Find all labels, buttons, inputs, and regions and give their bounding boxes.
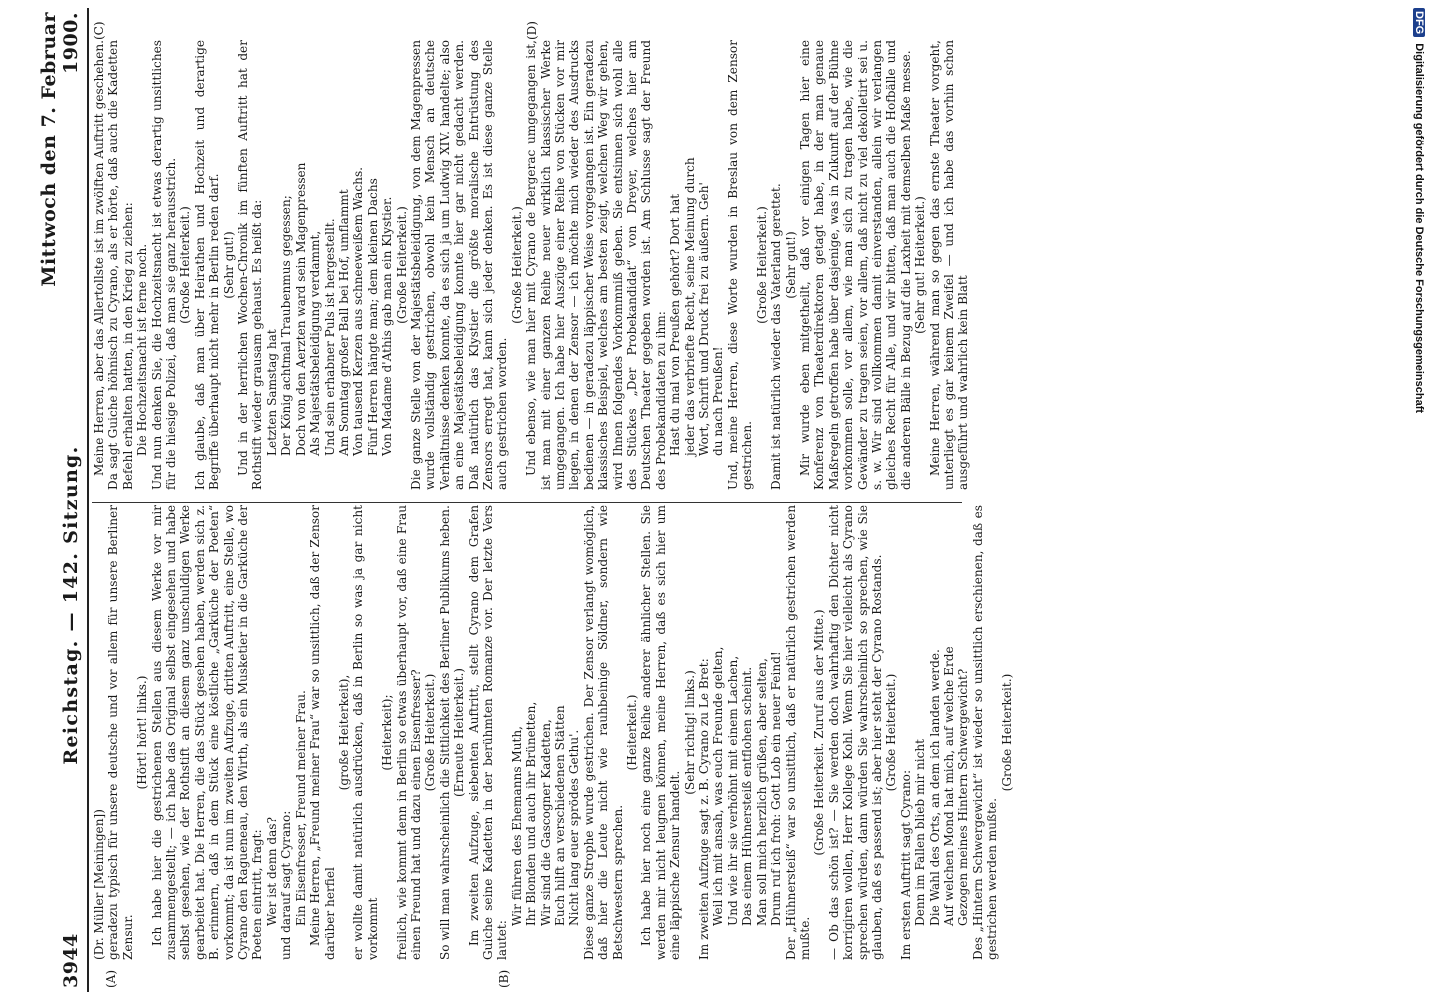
paragraph: Meine Herren, aber das Allertollste ist im zwölften Auftritt geschehen. Da sagt Guiche höhnisch zu Cyrano, als er hörte, daß auch die Kadetten Befehl erhalten hatten, in den Krieg zu ziehen:: [92, 40, 135, 490]
interjection: (Große Heiterkeit.): [884, 673, 899, 792]
quoted-verse-line: Als Majestätsbeleidigung verdammt,: [308, 230, 323, 456]
dfg-logo: DFG: [1413, 8, 1425, 37]
paragraph: Im zweiten Aufzuge sagt z. B. Cyrano zu Le Bret:: [697, 658, 712, 960]
paragraph: geradezu typisch für unsere deutsche und vor allem für unsere Berliner Zensur.: [106, 505, 135, 960]
paragraph: Diese ganze Strophe wurde gestrichen. Der Zensor verlangt womöglich, daß hier die Leute nicht wie rauhbeinige Söldner, sondern wie Betschwestern sprechen.: [581, 505, 625, 960]
right-column: [92, 40, 971, 490]
page-header: [38, 12, 82, 988]
interjection: (Große Heiterkeit. Zuruf aus der Mitte.): [812, 609, 827, 856]
quoted-verse-line: Man soll mich herzlich grüßen, aber selten,: [754, 658, 769, 926]
paragraph: Und nun denken Sie, die Hochzeitsnacht ist etwas derartig unsittliches für die hiesige Polizei, daß man sie ganz herausstrich.: [149, 40, 179, 490]
interjection: (Heiterkeit);: [380, 694, 395, 771]
paragraph: Und in der herrlichen Wochen-Chronik im fünften Auftritt hat der Rothstift wieder grausam gehaust. Es heißt da:: [236, 40, 265, 490]
interjection: (Sehr gut!): [221, 231, 236, 299]
quoted-verse-line: Wir führen des Ehemanns Muth,: [509, 725, 524, 926]
quoted-verse-line: du nach Preußen!: [711, 346, 726, 456]
paragraph: Die ganze Stelle von der Majestätsbeleidigung, von dem Magenpressen wurde vollständig gestrichen, obwohl kein Mensch an deutsche Verhältnisse denken konnte, da es sich ja um Ludwig XIV. handelte; also an eine Majestätsbeleidigung konnte hier gar nicht gedacht werden. Daß natürlich das Klystier die größte moralische Entrüstung des Zensors erregt hat, kann sich jeder denken. Es ist diese ganze Stelle auch gestrichen worden.: [408, 40, 510, 490]
quoted-verse-line: Drum ruf ich froh: Gott Lob ein neuer Feind!: [769, 651, 784, 926]
interjection: (Sehr richtig! links.): [682, 670, 697, 795]
paragraph: Und, meine Herren, diese Worte wurden in Breslau von dem Zensor gestrichen.: [725, 40, 755, 490]
quoted-verse-line: Die Hochzeitsnacht ist ferne noch.: [135, 243, 150, 456]
paragraph: er wollte damit natürlich ausdrücken, daß in Berlin so was ja gar nicht vorkommt: [351, 505, 380, 960]
paragraph: Mir wurde eben mitgetheilt, daß vor einigen Tagen hier eine Konferenz von Theaterdirektoren getagt habe, in der man genaue Maßregeln getroffen habe über dasjenige, was in Zukunft auf der Bühne vorkommen solle, vor allem, wie man sich zu tragen habe, wie die Gewänder zu tragen seien, vor allem, daß nicht zu viel dekolletirt sei u. s. w. Wir sind vollkommen damit einverstanden, allein wir verlangen gleiches Recht für Alle, und wir bitten, daß man auch die Hofbälle und die anderen Bälle in Bezug auf die Laxheit mit demselben Maße messe.: [797, 40, 913, 490]
interjection: (Große Heiterkeit.): [178, 206, 193, 324]
margin-mark-c: (C): [92, 21, 106, 40]
interjection: (große Heiterkeit),: [336, 674, 351, 791]
quoted-verse-line: Fünf Herren hängte man; dem kleinen Dachs: [365, 178, 380, 456]
margin-mark-d: (D): [525, 21, 539, 40]
interjection: (Sehr gut! Heiterkeit.): [913, 196, 928, 334]
paragraph: Ich glaube, daß man über Heirathen und Hochzeit und derartige Begriffe überhaupt nicht mehr in Berlin reden darf.: [192, 40, 222, 490]
quoted-verse-line: Wir sind die Gascogner Kadetten,: [538, 719, 553, 926]
paragraph: Und ebenso, wie man hier mit Cyrano de Bergerac umgegangen ist, ist man mit einer ganzen Reihe neuer wirklich klassischer Werke umgegangen. Ich habe hier Auszüge einer Reihe von Stücken vor mir liegen, in denen der Zensor — ich möchte mich wieder des Ausdrucks bedienen — in geradezu läppischer Weise vorgegangen ist. Ein geradezu klassisches Beispiel, welches am besten zeigt, welchen Weg wir gehen, wird Ihnen folgendes Vorkommniß geben. Sie entsinnen sich wohl alle des Stückes „Der Probekandidat“ von Dreyer, welches hier am Deutschen Theater gegeben worden ist. Am Schlusse sagt der Freund des Probekandidaten zu ihm:: [524, 40, 668, 490]
quoted-verse-line: Und sein erhabner Puls ist hergestellt.: [322, 218, 337, 456]
paragraph: Des „Hintern Schwergewicht“ ist wieder so unsittlich erschienen, daß es gestrichen werden mußte.: [970, 505, 1000, 960]
quoted-verse-line: Das einem Hühnersteiß entflohen scheint.: [740, 666, 755, 926]
quoted-verse-line: Die Wahl des Orts, an dem ich landen werde.: [927, 649, 942, 926]
quoted-verse-line: Von Madame d'Athis gab man ein Klystier.: [380, 196, 395, 456]
paragraph: freilich, wie kommt denn in Berlin so etwas überhaupt vor, daß eine Frau einen Freund hat und dazu einen Eisenfresser?: [394, 505, 423, 960]
margin-mark-b: (B): [497, 969, 511, 988]
quoted-verse-line: Wer ist denn das?: [264, 817, 279, 926]
quoted-verse-line: Auf welchen Mond hat mich, auf welche Erde: [941, 646, 956, 926]
quoted-verse-line: Am Sonntag großer Ball bei Hof, umflammt: [336, 189, 351, 456]
paragraph: (Dr. Müller [Meiningen]): [92, 809, 106, 960]
page-number: 3944: [60, 933, 82, 988]
quoted-verse-line: Hast du mal von Preußen gehört? Dort hat: [668, 193, 683, 456]
paragraph: Ich habe hier die gestrichenen Stellen aus diesem Werke vor mir zusammengestellt; — ich habe das Original selbst eingesehen und habe selbst gesehen, wie der Rothstift an diesem ganz unschuldigen Werke gearbeitet hat. Die Herren, die das Stück gesehen haben, werden sich z. B. erinnern, daß in dem Stück eine köstliche „Garküche der Poeten“ vorkommt; da ist nun im zweiten Aufzuge, dritten Auftritt, eine Stelle, wo Cyrano den Ragueneau, den Wirth, als ein Musketier in die Garküche der Poeten eintritt, fragt:: [149, 505, 265, 960]
interjection: (Erneute Heiterkeit.): [452, 667, 467, 798]
session-title: Reichstag. — 142. Sitzung.: [60, 445, 82, 765]
digitization-note: [1408, 8, 1432, 993]
paragraph: Damit ist natürlich wieder das Vaterland gerettet.: [769, 183, 784, 490]
paragraph: Meine Herren, „Freund meiner Frau“ war so unsittlich, daß der Zensor darüber herfiel: [308, 505, 337, 960]
paragraph: Meine Herren, während man so gegen das ernste Theater vorgeht, unterliegt es gar keinem Zweifel — und ich habe das vorhin schon ausgeführt und wahrlich kein Blatt: [927, 40, 971, 490]
interjection: (Große Heiterkeit.): [423, 673, 438, 792]
interjection: (Große Heiterkeit.): [999, 673, 1014, 792]
quoted-verse-line: Weil ich mit ansah, was euch Freunde gelten,: [711, 646, 726, 926]
quoted-verse-line: Denn im Fallen blieb mir nicht: [913, 738, 928, 926]
header-rule: [87, 8, 89, 992]
quoted-verse-line: Und wie ihr sie verhöhnt mit einem Lachen,: [725, 655, 740, 926]
session-date: Mittwoch den 7. Februar 1900.: [38, 12, 82, 287]
interjection: (Heiterkeit.): [625, 694, 640, 771]
quoted-verse-line: Wort, Schrift und Druck frei zu äußern. Geh': [697, 182, 712, 456]
paragraph: Im ersten Auftritt sagt Cyrano:: [898, 769, 913, 960]
paragraph: So will man wahrscheinlich die Sittlichkeit des Berliner Publikums heben.: [437, 505, 452, 960]
quoted-verse-line: Nicht lang euer sprödes Gethu'.: [567, 729, 582, 926]
interjection: (Große Heiterkeit.): [509, 206, 524, 324]
quoted-verse-line: Gezogen meines Hintern Schwergewicht?: [956, 668, 971, 926]
quoted-verse-line: Von tausend Kerzen aus schneeweißem Wachs.: [351, 167, 366, 456]
quoted-verse-line: Euch hilft an verschiedenen Stätten: [553, 705, 567, 926]
interjection: (Sehr gut!): [783, 231, 798, 299]
paragraph: Im zweiten Aufzuge, siebenten Auftritt, stellt Cyrano dem Grafen Guiche seine Kadetten in der berühmten Romanze vor. Der letzte Vers lautet:: [466, 505, 510, 960]
paragraph: Ich habe hier noch eine ganze Reihe anderer ähnlicher Stellen. Sie werden mir nicht leugnen können, meine Herren, daß es sich hier um eine läppische Zensur handelt.: [639, 505, 683, 960]
paragraph: — Ob das schön ist? — Sie werden doch wahrhaftig den Dichter nicht korrigiren wollen, Herr Kollege Kohl. Wenn Sie hier vielleicht als Cyrano sprechen würden, dann würden Sie wahrscheinlich so sprechen, wie Sie glauben, daß es passend ist; aber hier steht der Cyrano Rostands.: [826, 505, 884, 960]
quoted-verse-line: Der König achtmal Traubenmus gegessen;: [279, 195, 294, 456]
digitization-text: Digitalisierung gefördert durch die Deutsche Forschungsgemeinschaft: [1413, 43, 1425, 414]
quoted-verse-line: Ihr Blonden und auch ihr Brünetten,: [524, 701, 539, 926]
quoted-verse-line: Letzten Samstag hat: [264, 329, 279, 456]
paragraph: und darauf sagt Cyrano:: [279, 810, 294, 960]
quoted-verse-line: Ein Eisenfresser, Freund meiner Frau.: [293, 690, 308, 926]
column-divider: [92, 502, 962, 503]
quoted-verse-line: jeder das verbriefte Recht, seine Meinung durch: [682, 157, 697, 456]
left-column: [92, 505, 1014, 960]
quoted-verse-line: Doch von den Aerzten ward sein Magenpressen: [293, 162, 308, 456]
interjection: (Große Heiterkeit.): [754, 206, 769, 324]
paragraph: Der „Hühnersteiß“ war so unsittlich, daß er natürlich gestrichen werden mußte.: [783, 505, 812, 960]
interjection: (Hört! hört! links.): [135, 675, 150, 790]
interjection: (Große Heiterkeit.): [394, 206, 409, 324]
margin-mark-a: (A): [104, 969, 118, 988]
